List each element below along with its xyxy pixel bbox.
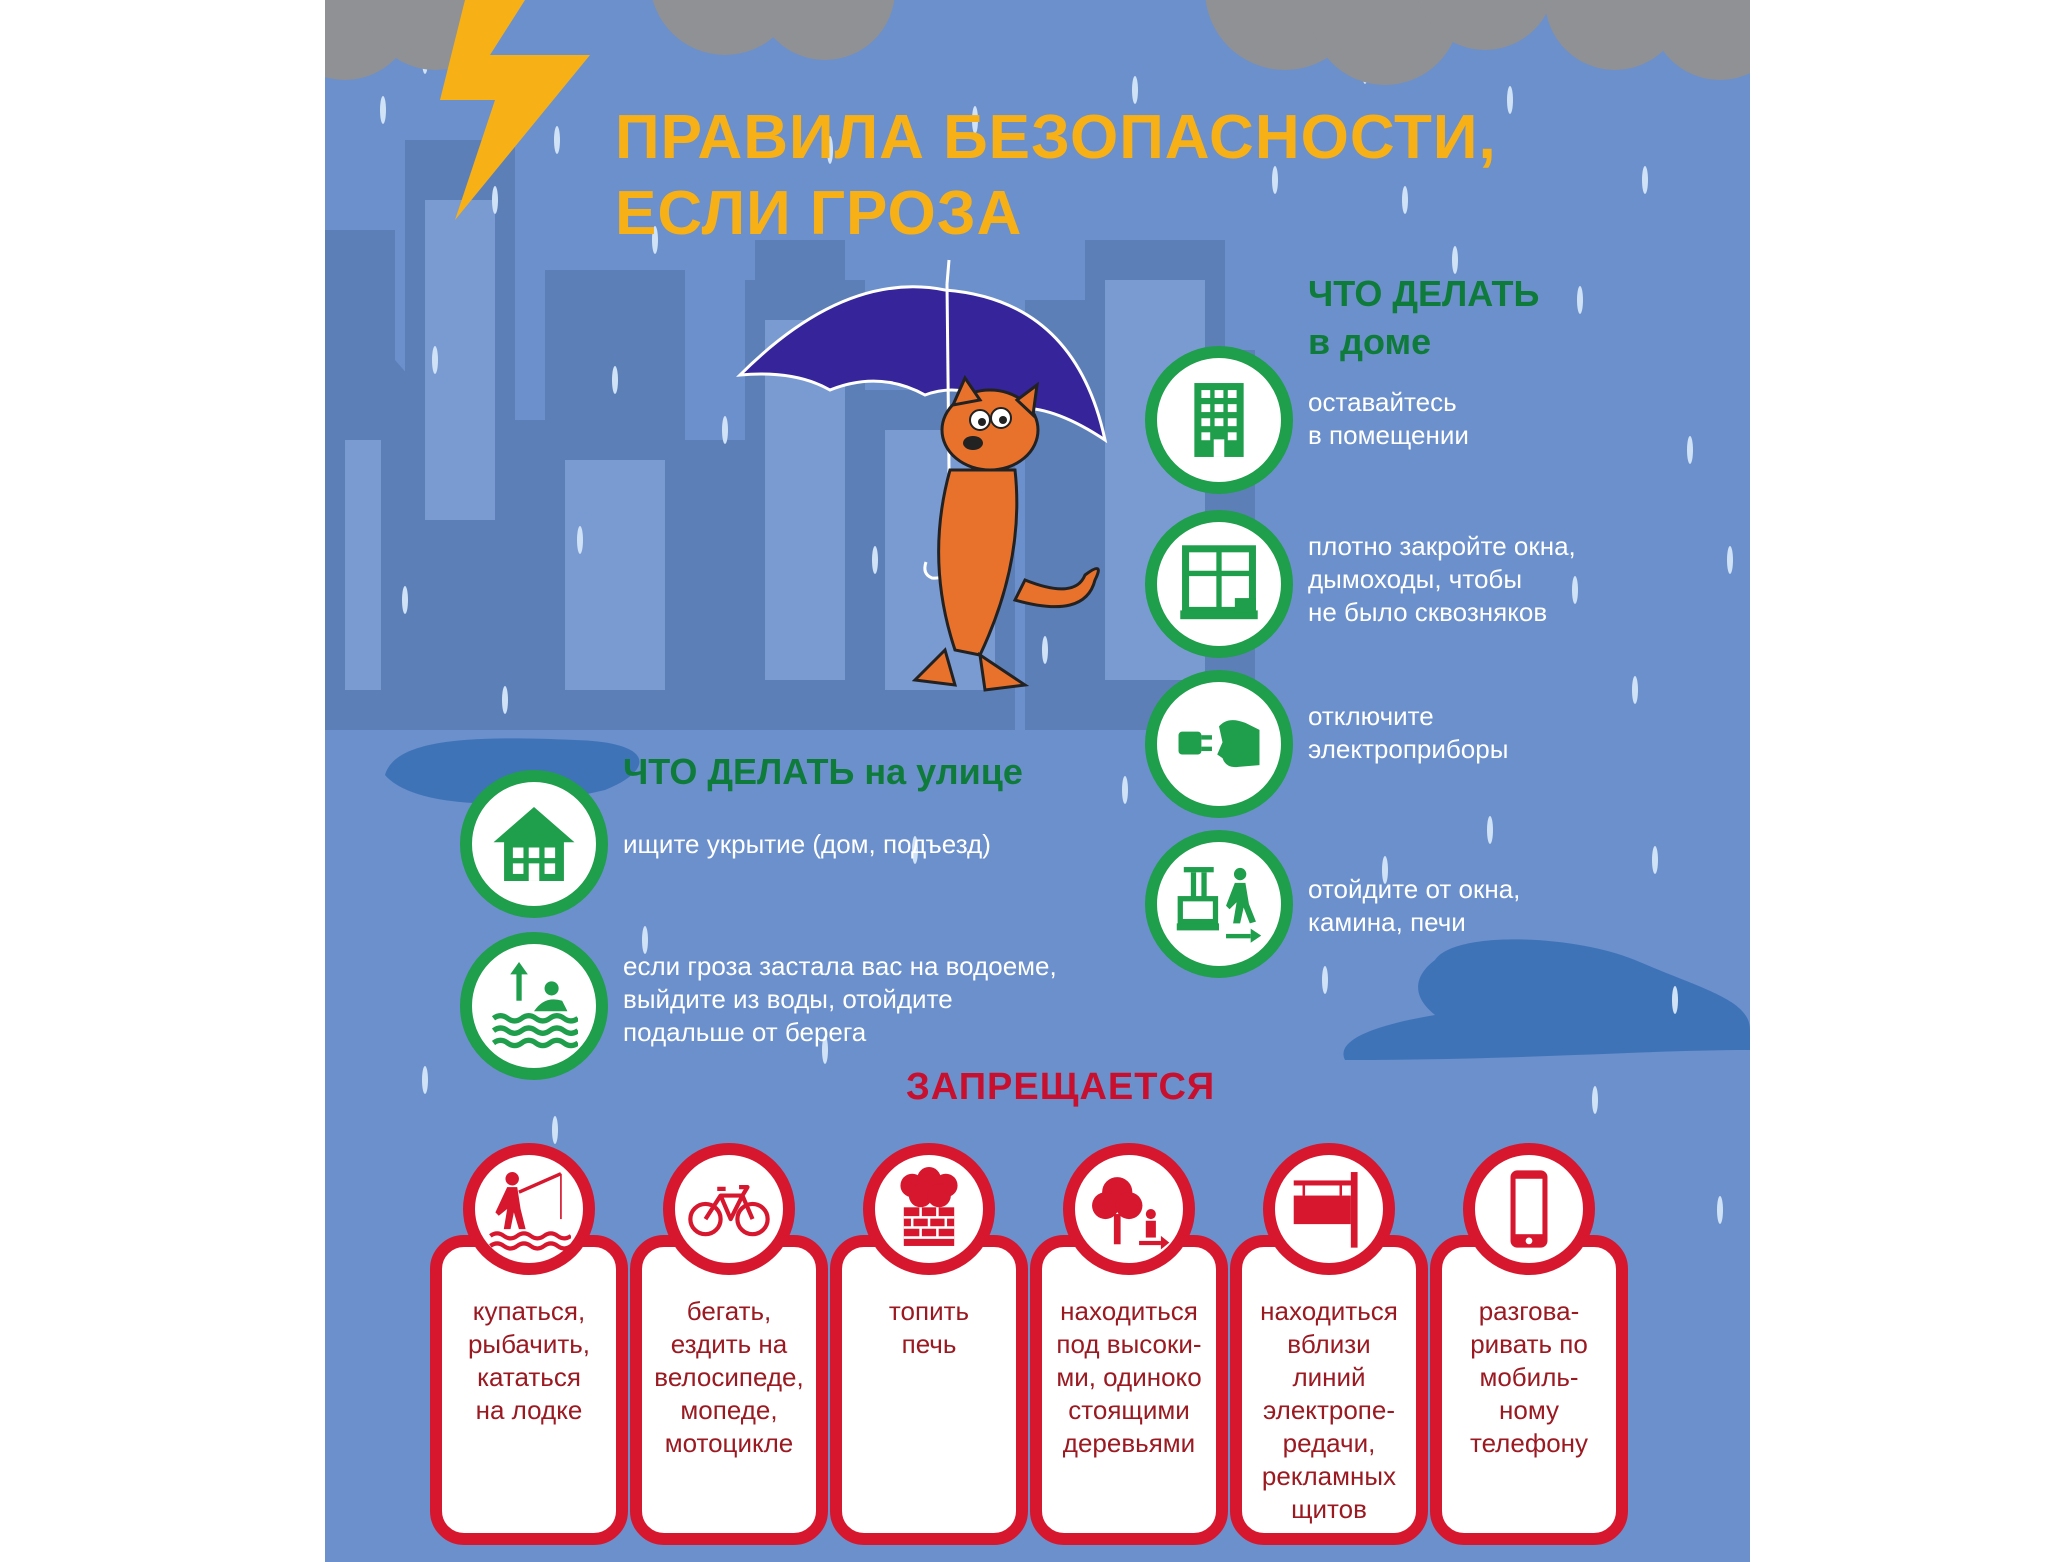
street-item-house [460,770,608,918]
text-line: мопеде, [680,1395,778,1425]
poster [325,0,1750,1562]
text-line: электроприборы [1308,734,1509,764]
text-line: редачи, [1282,1428,1376,1458]
forbidden-card-tree [1030,1235,1228,1545]
card-icon-ring [663,1143,795,1275]
home-item-walk-away [1145,830,1293,978]
forbidden-card-billboard [1230,1235,1428,1545]
walk-away-icon [1175,860,1263,948]
text-line: мобиль- [1479,1362,1579,1392]
text-line: оставайтесь [1308,387,1457,417]
forbidden-card-bicycle [630,1235,828,1545]
text-line: находиться [1260,1296,1398,1326]
text-line: не было сквозняков [1308,597,1548,627]
home-section-title-line1: ЧТО ДЕЛАТЬ [1308,273,1540,314]
home-section-title-line2: в доме [1308,321,1432,362]
text-line: камина, печи [1308,907,1466,937]
text-line: ищите укрытие (дом, подъезд) [623,829,991,859]
text-line: если гроза застала вас на водоеме, [623,951,1057,981]
billboard-icon [1287,1167,1371,1251]
text-line: отключите [1308,701,1434,731]
text-line: дымоходы, чтобы [1308,564,1523,594]
page-title [615,100,1497,252]
text-line: ми, одиноко [1056,1362,1202,1392]
text-line: щитов [1291,1494,1367,1524]
text-line: купаться, [472,1296,586,1326]
home-item-window [1145,510,1293,658]
home-item-building-text [1308,386,1469,452]
forbidden-card-phone [1430,1235,1628,1545]
page-title-line1: ПРАВИЛА БЕЗОПАСНОСТИ, [615,103,1497,172]
card-icon-ring [863,1143,995,1275]
street-item-house-text [623,828,991,861]
text-line: разгова- [1478,1296,1580,1326]
text-line: находиться [1060,1296,1198,1326]
card-text [444,1295,614,1427]
text-line: плотно закройте окна, [1308,531,1576,561]
window-icon [1175,540,1263,628]
text-line: электропе- [1262,1395,1396,1425]
text-line: ривать по [1470,1329,1588,1359]
text-line: кататься [477,1362,581,1392]
text-line: вблизи [1287,1329,1371,1359]
card-icon-ring [1063,1143,1195,1275]
page-title-line2: ЕСЛИ ГРОЗА [615,179,1023,248]
text-line: стоящими [1068,1395,1190,1425]
text-line: линий [1292,1362,1366,1392]
forbidden-card-swimming [430,1235,628,1545]
house-icon [490,800,578,888]
text-line: телефону [1469,1428,1589,1458]
fishing-icon [487,1167,571,1251]
forbidden-section-title: ЗАПРЕЩАЕТСЯ [906,1066,1216,1108]
text-line: печь [901,1329,957,1359]
text-line: велосипеде, [654,1362,804,1392]
home-item-window-text [1308,530,1576,629]
puddle-right [1343,939,1750,1060]
street-item-swimmer [460,932,608,1080]
forbidden-card-stove [830,1235,1028,1545]
text-line: бегать, [686,1296,772,1326]
text-line: рекламных [1261,1461,1397,1491]
text-line: мотоцикле [664,1428,794,1458]
street-item-swimmer-text [623,950,1057,1049]
card-text [1044,1295,1214,1460]
card-frame [830,1235,1028,1545]
home-item-building [1145,346,1293,494]
text-line: отойдите от окна, [1308,874,1521,904]
text-line: ному [1499,1395,1559,1425]
text-line: рыбачить, [467,1329,591,1359]
phone-icon [1487,1167,1571,1251]
home-section-title [1308,270,1539,366]
street-section-title: ЧТО ДЕЛАТЬ на улице [623,751,1023,792]
card-text [644,1295,814,1460]
card-icon-ring [1263,1143,1395,1275]
home-item-walk-away-text [1308,873,1520,939]
stove-icon [887,1167,971,1251]
text-line: в помещении [1308,420,1469,450]
building-icon [1175,376,1263,464]
plug-icon [1175,700,1263,788]
tree-icon [1087,1167,1171,1251]
text-line: подальше от берега [623,1017,867,1047]
home-item-plug-text [1308,700,1508,766]
text-line: выйдите из воды, отойдите [623,984,953,1014]
card-text [1444,1295,1614,1460]
text-line: ездить на [670,1329,788,1359]
card-text [1244,1295,1414,1526]
text-line: под высоки- [1056,1329,1202,1359]
card-icon-ring [1463,1143,1595,1275]
bicycle-icon [687,1167,771,1251]
text-line: на лодке [475,1395,583,1425]
swimmer-icon [490,962,578,1050]
text-line: деревьями [1062,1428,1196,1458]
text-line: топить [888,1296,970,1326]
card-text [844,1295,1014,1361]
card-icon-ring [463,1143,595,1275]
home-item-plug [1145,670,1293,818]
